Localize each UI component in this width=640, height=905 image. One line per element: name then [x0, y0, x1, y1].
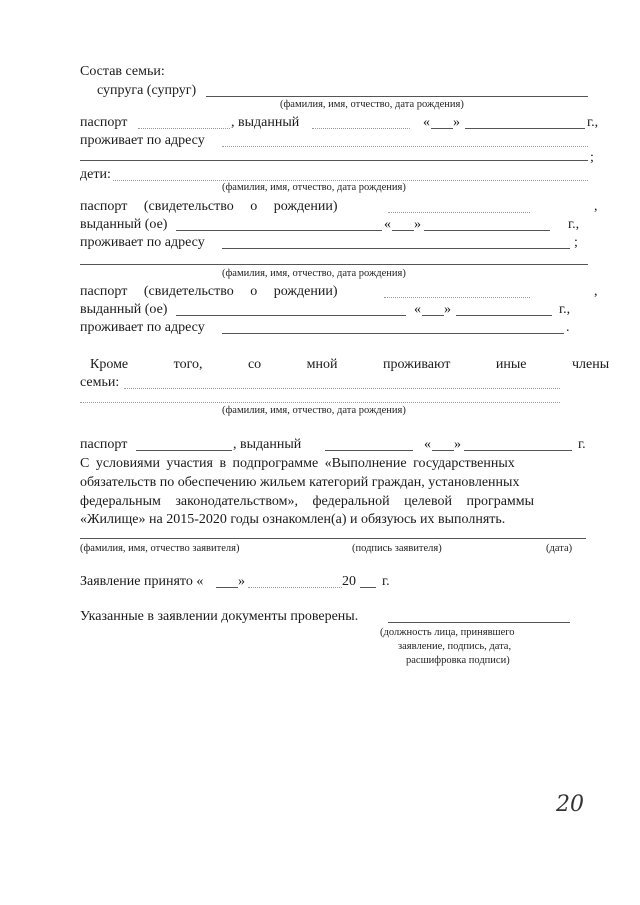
spouse-name-field[interactable] [206, 96, 588, 97]
others-issuer-field[interactable] [325, 450, 413, 451]
checked-hint-3: расшифровка подписи) [406, 655, 510, 666]
spouse-passport-label: паспорт [80, 115, 128, 130]
child1-year-suffix: г., [568, 217, 580, 232]
accepted-day-field[interactable] [216, 587, 238, 588]
spouse-issued-label: , выданный [231, 115, 300, 130]
child1-cert-field[interactable] [388, 212, 530, 213]
checked-hint-1: (должность лица, принявшего [380, 627, 515, 638]
child1-issuer-field[interactable] [176, 230, 382, 231]
child1-cert-label: паспорт (свидетельство о рождении) [80, 199, 338, 214]
spouse-address-label: проживает по адресу [80, 133, 205, 148]
spouse-day-field[interactable] [431, 128, 453, 129]
others-year-suffix: г. [578, 437, 586, 452]
checked-label: Указанные в заявлении документы проверены. [80, 609, 359, 624]
child1-address-semicolon: ; [574, 235, 578, 250]
others-day-close: » [454, 437, 461, 452]
child1-address-label: проживает по адресу [80, 235, 205, 250]
child1-fio-hint: (фамилия, имя, отчество, дата рождения) [222, 182, 406, 193]
others-name-field-2[interactable] [80, 402, 560, 403]
child1-month-field[interactable] [424, 230, 550, 231]
agreement-line-4: «Жилище» на 2015-2020 годы ознакомлен(а) и обязуюсь их выполнять. [80, 512, 506, 527]
others-day-open: « [424, 437, 431, 452]
spouse-passport-field[interactable] [138, 128, 230, 129]
child1-day-close: » [414, 217, 421, 232]
child2-day-open: « [414, 302, 421, 317]
child2-day-field[interactable] [422, 315, 444, 316]
spouse-issuer-field[interactable] [312, 128, 410, 129]
child1-issued-label: выданный (ое) [80, 217, 168, 232]
spouse-month-field[interactable] [465, 128, 585, 129]
signature-line[interactable] [80, 538, 586, 539]
agreement-line-1: С условиями участия в подпрограмме «Выполнение государственных [80, 456, 515, 471]
child2-address-dot: . [566, 320, 570, 335]
accepted-close: » [238, 574, 245, 589]
child1-day-field[interactable] [392, 230, 414, 231]
page-number: 20 [556, 792, 584, 817]
checked-official-field[interactable] [388, 622, 570, 623]
accepted-year-field[interactable] [360, 587, 376, 588]
accepted-month-field[interactable] [248, 587, 342, 588]
others-line-2: семьи: [80, 375, 120, 390]
applicant-fio-hint: (фамилия, имя, отчество заявителя) [80, 543, 240, 554]
child2-day-close: » [444, 302, 451, 317]
accepted-year-prefix: 20 [342, 574, 356, 589]
spouse-fio-hint: (фамилия, имя, отчество, дата рождения) [280, 99, 464, 110]
family-heading: Состав семьи: [80, 64, 165, 79]
agreement-line-3: федеральным законодательством», федеральной целевой программы [80, 494, 535, 509]
child1-address-field[interactable] [222, 248, 570, 249]
others-line-1: Кроме того, со мной проживают иные члены [90, 357, 610, 372]
child2-fio-hint: (фамилия, имя, отчество, дата рождения) [222, 268, 406, 279]
child2-cert-comma: , [594, 284, 598, 299]
child2-cert-field[interactable] [384, 297, 530, 298]
spouse-address-field-2[interactable] [80, 160, 588, 161]
accepted-label: Заявление принято « [80, 574, 204, 589]
others-month-field[interactable] [464, 450, 572, 451]
checked-hint-2: заявление, подпись, дата, [398, 641, 512, 652]
child2-address-label: проживает по адресу [80, 320, 205, 335]
others-passport-field[interactable] [136, 450, 232, 451]
child2-year-suffix: г., [559, 302, 571, 317]
others-name-field[interactable] [124, 388, 560, 389]
spouse-day-close: » [453, 115, 460, 130]
others-issued-label: , выданный [233, 437, 302, 452]
accepted-year-suffix: г. [382, 574, 390, 589]
child2-cert-label: паспорт (свидетельство о рождении) [80, 284, 338, 299]
agreement-line-2: обязательств по обеспечению жильем категорий граждан, установленных [80, 475, 520, 490]
others-day-field[interactable] [432, 450, 454, 451]
others-passport-label: паспорт [80, 437, 128, 452]
spouse-year-suffix: г., [587, 115, 599, 130]
applicant-date-hint: (дата) [546, 543, 573, 554]
others-fio-hint: (фамилия, имя, отчество, дата рождения) [222, 405, 406, 416]
spouse-address-semicolon: ; [590, 150, 594, 165]
child2-issuer-field[interactable] [176, 315, 406, 316]
child2-issued-label: выданный (ое) [80, 302, 168, 317]
children-label: дети: [80, 167, 111, 182]
spouse-address-field[interactable] [222, 146, 588, 147]
children-name-field[interactable] [113, 180, 588, 181]
child1-day-open: « [384, 217, 391, 232]
child2-month-field[interactable] [456, 315, 552, 316]
spouse-label: супруга (супруг) [97, 83, 197, 98]
child2-name-field[interactable] [80, 264, 588, 265]
spouse-day-open: « [423, 115, 430, 130]
applicant-sign-hint: (подпись заявителя) [352, 543, 442, 554]
child1-cert-comma: , [594, 199, 598, 214]
child2-address-field[interactable] [222, 333, 564, 334]
